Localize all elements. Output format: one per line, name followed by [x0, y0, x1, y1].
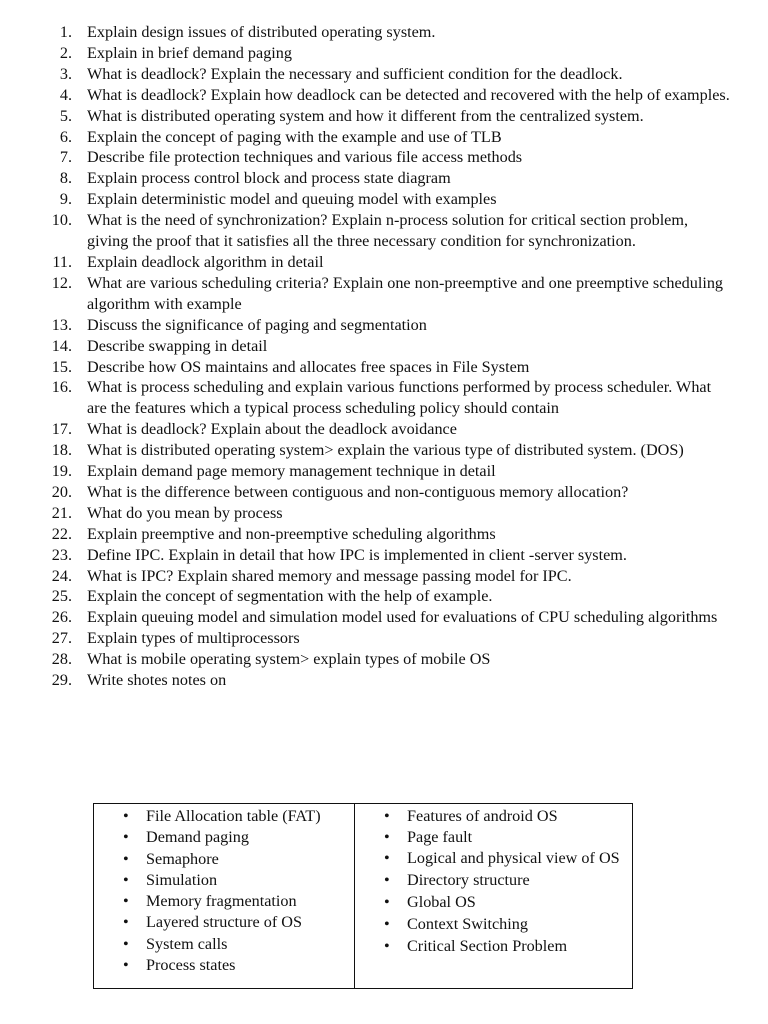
question-number: 2. — [59, 43, 72, 62]
question-item — [0, 461, 768, 482]
question-number: 20. — [51, 482, 72, 501]
question-item — [0, 545, 768, 566]
question-text: Explain types of multiprocessors — [87, 629, 300, 648]
question-item — [0, 85, 768, 106]
question-item — [0, 22, 768, 43]
question-number: 24. — [51, 566, 72, 585]
question-text: What is mobile operating system> explain types of mobile OS — [87, 650, 491, 669]
question-number: 4. — [59, 85, 72, 104]
question-text: What is deadlock? Explain about the deadlock avoidance — [87, 420, 457, 439]
question-item — [0, 252, 768, 273]
question-text: Discuss the significance of paging and segmentation — [87, 315, 427, 334]
question-item — [0, 419, 768, 440]
question-text: Describe file protection techniques and various file access methods — [87, 148, 523, 167]
note-item: • Layered structure of OS — [94, 912, 354, 933]
question-number: 17. — [51, 420, 72, 439]
question-text: What is the difference between contiguous and non-contiguous memory allocation? — [87, 482, 629, 501]
note-item: • Context Switching — [355, 914, 632, 935]
question-number: 9. — [59, 190, 72, 209]
question-number: 5. — [59, 106, 72, 125]
question-item — [0, 127, 768, 148]
question-number: 1. — [59, 23, 72, 41]
question-item — [0, 586, 768, 607]
question-item — [0, 43, 768, 64]
note-item: • Global OS — [355, 892, 632, 913]
question-number: 23. — [51, 545, 72, 564]
document-page — [0, 22, 768, 975]
question-text: Explain in brief demand paging — [87, 43, 292, 62]
question-item — [0, 189, 768, 210]
question-item — [0, 670, 768, 691]
question-item — [0, 357, 768, 378]
notes-column-left — [94, 804, 355, 988]
question-text: Explain queuing model and simulation model used for evaluations of CPU scheduling algorithms — [87, 608, 718, 627]
question-text: Explain deadlock algorithm in detail — [87, 252, 324, 271]
question-number: 13. — [51, 315, 72, 334]
note-item: • Critical Section Problem — [355, 936, 632, 957]
note-item: • Process states — [94, 955, 354, 976]
question-text: What is IPC? Explain shared memory and message passing model for IPC. — [87, 566, 572, 585]
question-text: Explain preemptive and non-preemptive scheduling algorithms — [87, 524, 496, 543]
question-number: 3. — [59, 64, 72, 83]
question-text: Describe swapping in detail — [87, 336, 268, 355]
question-text: Explain demand page memory management technique in detail — [87, 462, 496, 481]
question-item — [0, 649, 768, 670]
question-number: 18. — [51, 441, 72, 460]
note-item: • Memory fragmentation — [94, 891, 354, 912]
question-text: What do you mean by process — [87, 503, 283, 522]
notes-list — [94, 806, 354, 976]
question-number: 12. — [51, 273, 72, 292]
note-item: • Simulation — [94, 870, 354, 891]
question-item — [0, 273, 768, 315]
question-item — [0, 377, 768, 419]
note-item: • Directory structure — [355, 870, 632, 891]
question-text: Write shotes notes on — [87, 671, 227, 690]
note-item: • File Allocation table (FAT) — [94, 806, 354, 827]
note-item: • Features of android OS — [355, 806, 632, 827]
question-list — [0, 22, 768, 691]
question-item — [0, 628, 768, 649]
question-item — [0, 315, 768, 336]
note-item: • System calls — [94, 934, 354, 955]
question-text: What is deadlock? Explain the necessary and sufficient condition for the deadlock. — [87, 64, 623, 83]
notes-column-right — [355, 804, 632, 988]
question-number: 8. — [59, 169, 72, 188]
question-text: Define IPC. Explain in detail that how IPC is implemented in client -server system. — [87, 545, 627, 564]
question-item — [0, 210, 768, 252]
question-text: What is distributed operating system and how it different from the centralized system. — [87, 106, 644, 125]
question-number: 10. — [51, 211, 72, 230]
question-item — [0, 524, 768, 545]
question-number: 22. — [51, 524, 72, 543]
note-item: • Demand paging — [94, 827, 354, 848]
question-item — [0, 147, 768, 168]
question-item — [0, 440, 768, 461]
question-number: 14. — [51, 336, 72, 355]
question-item — [0, 106, 768, 127]
question-number: 25. — [51, 587, 72, 606]
question-text: What are various scheduling criteria? Explain one non-preemptive and one preemptive scheduling algorithm with example — [87, 273, 724, 313]
question-item — [0, 482, 768, 503]
question-text: Explain deterministic model and queuing model with examples — [87, 190, 497, 209]
question-text: What is the need of synchronization? Explain n-process solution for critical section problem, giving the proof that it satisfies all the three necessary condition for synchronization. — [87, 211, 689, 251]
question-item — [0, 336, 768, 357]
question-text: Explain design issues of distributed operating system. — [87, 23, 436, 41]
question-number: 15. — [51, 357, 72, 376]
question-number: 21. — [51, 503, 72, 522]
question-text: What is deadlock? Explain how deadlock can be detected and recovered with the help of examples. — [87, 85, 730, 104]
notes-list — [355, 806, 632, 957]
note-item: • Page fault — [355, 827, 632, 848]
note-item: • Logical and physical view of OS — [355, 848, 632, 869]
question-item — [0, 168, 768, 189]
question-text: Explain process control block and process state diagram — [87, 169, 451, 188]
question-item — [0, 64, 768, 85]
question-item — [0, 607, 768, 628]
short-notes-table — [93, 803, 633, 989]
question-number: 19. — [51, 462, 72, 481]
question-number: 7. — [59, 148, 72, 167]
question-item — [0, 503, 768, 524]
question-number: 28. — [51, 650, 72, 669]
question-number: 16. — [51, 378, 72, 397]
question-number: 29. — [51, 671, 72, 690]
question-number: 27. — [51, 629, 72, 648]
question-text: What is process scheduling and explain various functions performed by process scheduler. What are the features which a typical process scheduling policy should contain — [87, 378, 712, 418]
question-text: Explain the concept of segmentation with the help of example. — [87, 587, 493, 606]
question-number: 11. — [52, 252, 72, 271]
question-text: Describe how OS maintains and allocates free spaces in File System — [87, 357, 530, 376]
note-item: • Semaphore — [94, 849, 354, 870]
question-number: 26. — [51, 608, 72, 627]
question-text: Explain the concept of paging with the example and use of TLB — [87, 127, 502, 146]
question-item — [0, 566, 768, 587]
question-text: What is distributed operating system> explain the various type of distributed system. (DOS) — [87, 441, 684, 460]
question-number: 6. — [59, 127, 72, 146]
